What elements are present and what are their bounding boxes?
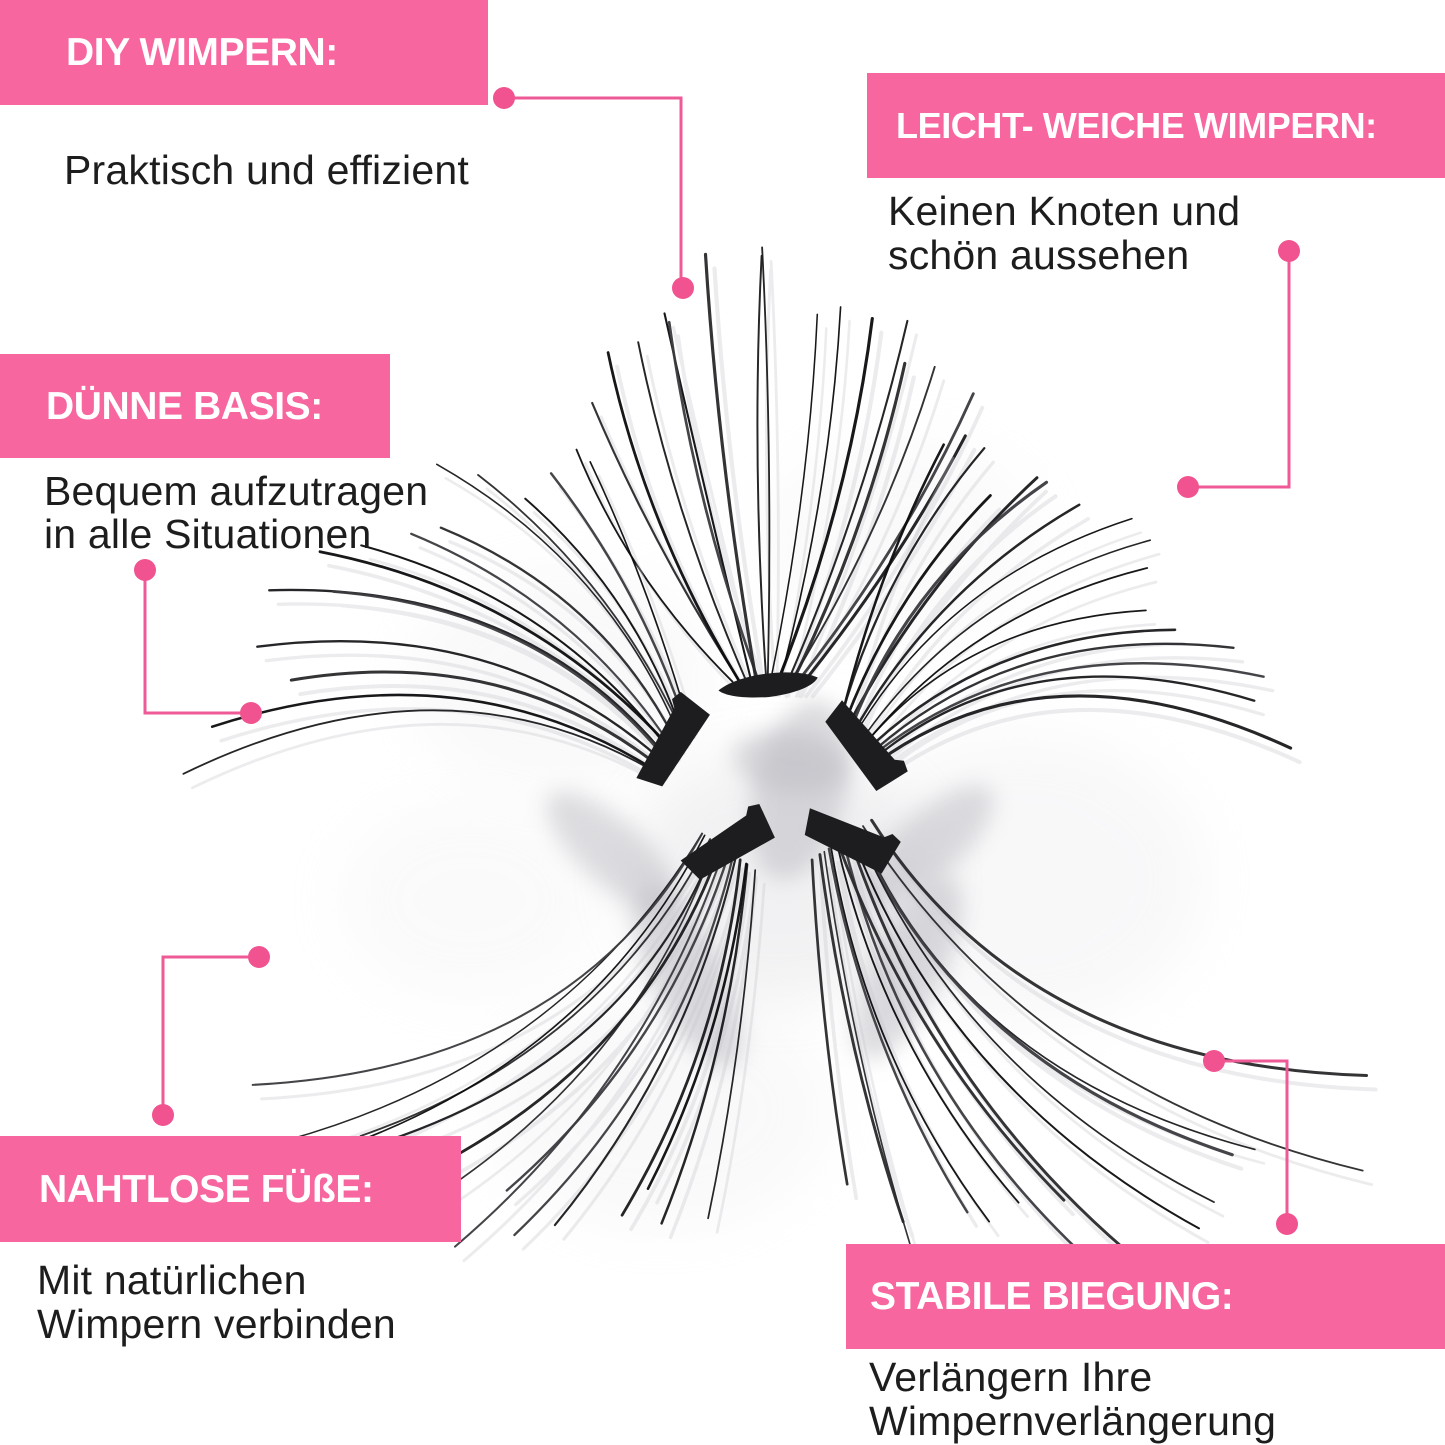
callout-body-line: Bequem aufzutragen bbox=[44, 468, 429, 514]
connector-duenne-basis bbox=[134, 559, 262, 724]
connector-dot-icon bbox=[1278, 240, 1300, 262]
callout-body-line: Verlängern Ihre bbox=[869, 1354, 1153, 1400]
connector-stabile-biegung bbox=[1203, 1050, 1298, 1235]
connector-line bbox=[1214, 1061, 1287, 1224]
connector-line bbox=[163, 957, 259, 1115]
connector-line bbox=[504, 98, 681, 288]
callout-body-line: Mit natürlichen bbox=[37, 1257, 307, 1303]
callout-body-line: Wimpernverlängerung bbox=[869, 1398, 1277, 1444]
banner-diy-wimpern-heading: DIY WIMPERN: bbox=[66, 31, 338, 74]
banner-diy-wimpern bbox=[0, 0, 488, 105]
connector-dot-icon bbox=[493, 87, 515, 109]
callout-body-nahtlose-fuesse bbox=[37, 1258, 396, 1346]
banner-stabile-biegung-heading: STABILE BIEGUNG: bbox=[870, 1275, 1234, 1318]
callout-body-diy-wimpern bbox=[64, 148, 469, 192]
banner-nahtlose-fuesse bbox=[0, 1136, 461, 1242]
callout-body-line: Praktisch und effizient bbox=[64, 147, 469, 193]
banner-leicht-weiche-wimpern bbox=[867, 73, 1445, 178]
callout-body-duenne-basis bbox=[44, 470, 428, 556]
connector-line bbox=[1188, 251, 1289, 487]
banner-duenne-basis bbox=[0, 354, 390, 458]
connector-line bbox=[145, 570, 251, 713]
connector-leicht-weiche bbox=[1177, 240, 1300, 498]
callout-body-line: Keinen Knoten und bbox=[888, 188, 1241, 234]
banner-nahtlose-fuesse-heading: NAHTLOSE FÜßE: bbox=[39, 1167, 374, 1211]
banner-stabile-biegung bbox=[846, 1244, 1445, 1349]
connector-dot-icon bbox=[240, 702, 262, 724]
callout-body-leicht-weiche bbox=[888, 189, 1240, 277]
callout-body-line: schön aussehen bbox=[888, 232, 1190, 278]
connector-dot-icon bbox=[1203, 1050, 1225, 1072]
connector-nahtlose-fuesse bbox=[152, 946, 270, 1126]
banner-leicht-weiche-heading: LEICHT- WEICHE WIMPERN: bbox=[896, 104, 1377, 146]
connector-dot-icon bbox=[134, 559, 156, 581]
connector-dot-icon bbox=[152, 1104, 174, 1126]
connector-dot-icon bbox=[248, 946, 270, 968]
callout-body-line: Wimpern verbinden bbox=[37, 1301, 396, 1347]
connector-dot-icon bbox=[672, 277, 694, 299]
callout-body-line: in alle Situationen bbox=[44, 511, 372, 557]
callout-body-stabile-biegung bbox=[869, 1355, 1276, 1443]
connector-dot-icon bbox=[1177, 476, 1199, 498]
banner-duenne-basis-heading: DÜNNE BASIS: bbox=[46, 384, 323, 428]
connector-diy-wimpern bbox=[493, 87, 694, 299]
connector-dot-icon bbox=[1276, 1213, 1298, 1235]
